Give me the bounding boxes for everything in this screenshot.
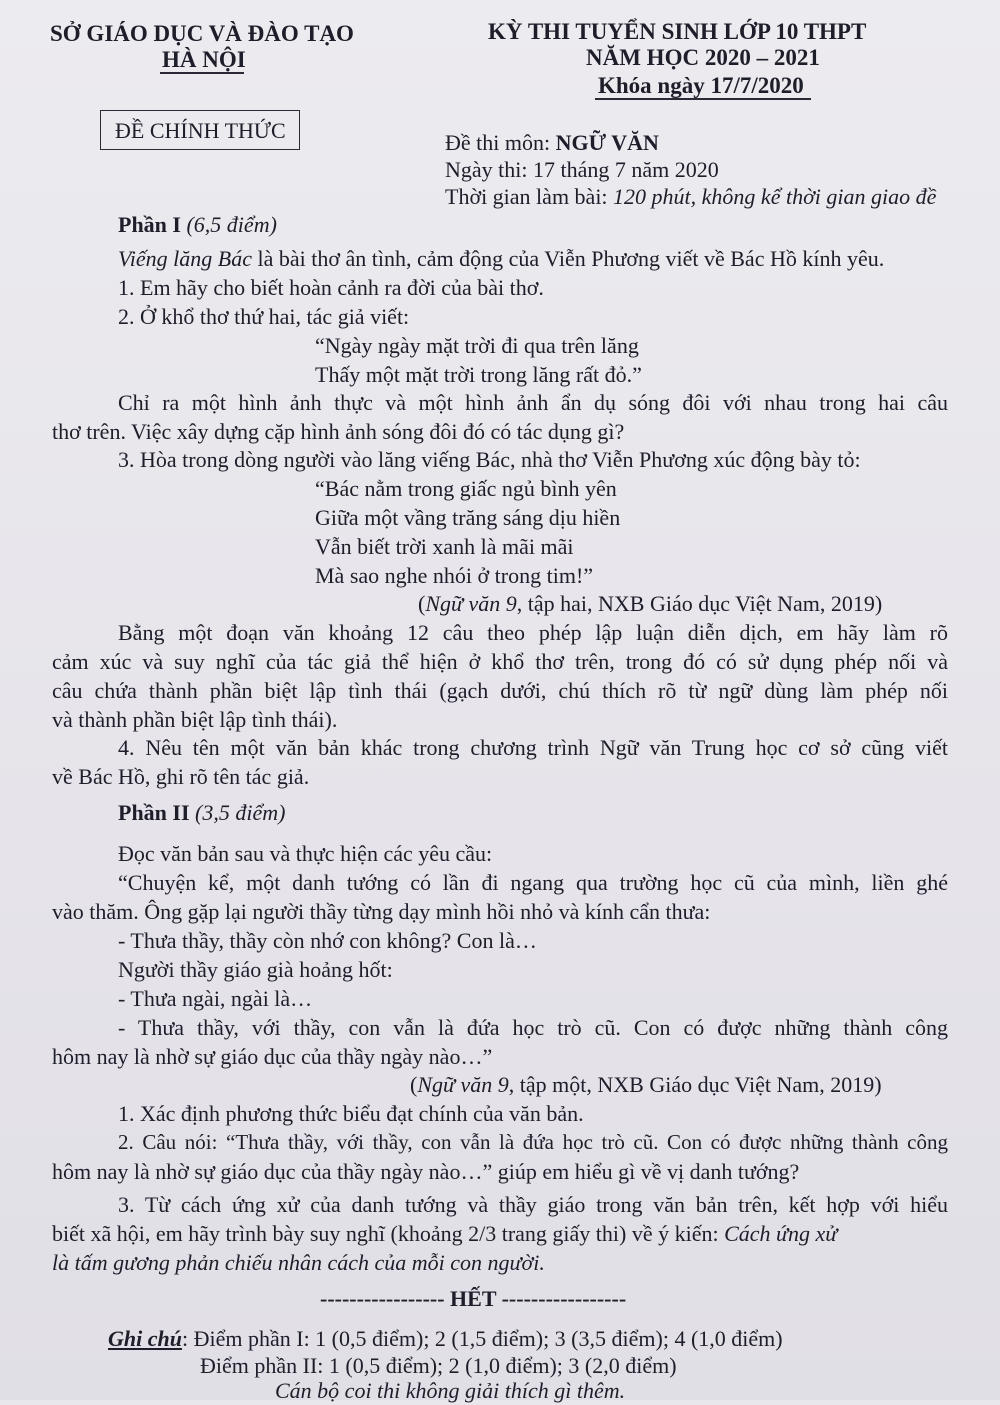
part2-q2-1: 2. Câu nói: “Thưa thầy, với thầy, con vẫn là đứa học trò cũ. Con có được những thành công: [118, 1130, 948, 1154]
part2-title: Phần II: [118, 800, 190, 825]
end-mark: ----------------- HẾT -----------------: [320, 1286, 627, 1311]
part1-q1: 1. Em hãy cho biết hoàn cảnh ra đời của bài thơ.: [118, 275, 544, 300]
notes-line3: Cán bộ coi thi không giải thích gì thêm.: [275, 1378, 626, 1403]
time-value: 120 phút, không kể thời gian giao đề: [613, 184, 937, 209]
subject-label: Đề thi môn:: [445, 130, 556, 155]
part1-source: [418, 589, 882, 618]
part1-q2-text-2: thơ trên. Việc xây dựng cặp hình ảnh sóng đôi đó có tác dụng gì?: [52, 419, 625, 444]
part2-q1: 1. Xác định phương thức biểu đạt chính của văn bản.: [118, 1101, 584, 1126]
part1-source-book: Ngữ văn 9: [425, 591, 517, 616]
time-line: [445, 182, 936, 211]
part1-heading: [118, 210, 277, 239]
part2-q3-2: [52, 1219, 837, 1248]
part1-q4-1: 4. Nêu tên một văn bản khác trong chương trình Ngữ văn Trung học cơ sở cũng viết: [118, 735, 948, 760]
official-exam-label: ĐỀ CHÍNH THỨC: [115, 118, 286, 143]
poem2-line1: “Bác nằm trong giấc ngủ bình yên: [315, 476, 617, 501]
subject-name: NGỮ VĂN: [555, 130, 659, 155]
poem2-line3: Vẫn biết trời xanh là mãi mãi: [315, 534, 574, 559]
date-underline: [595, 98, 811, 100]
part1-q2: 2. Ở khổ thơ thứ hai, tác giả viết:: [118, 304, 410, 329]
part1-intro: [118, 244, 884, 273]
part1-q3-text-1: Bằng một đoạn văn khoảng 12 câu theo phép lập luận diễn dịch, em hãy làm rõ: [118, 620, 948, 645]
part1-points: (6,5 điểm): [186, 212, 277, 237]
part1-q4-2: về Bác Hồ, ghi rõ tên tác giả.: [52, 764, 310, 789]
part1-title: Phần I: [118, 212, 181, 237]
part2-q2-2: hôm nay là nhờ sự giáo dục của thầy ngày nào…” giúp em hiểu gì về vị danh tướng?: [52, 1159, 800, 1184]
part2-heading: [118, 798, 285, 827]
passage-line6: - Thưa thầy, với thầy, con vẫn là đứa học trò cũ. Con có được những thành công: [118, 1015, 948, 1040]
part2-points: (3,5 điểm): [195, 800, 286, 825]
school-year: NĂM HỌC 2020 – 2021: [586, 45, 820, 70]
department-city: HÀ NỘI: [162, 47, 246, 72]
part1-q2-text-1: Chỉ ra một hình ảnh thực và một hình ảnh ẩn dụ sóng đôi với nhau trong hai câu: [118, 390, 948, 415]
passage-line3: - Thưa thầy, thầy còn nhớ con không? Con là…: [118, 928, 537, 953]
part2-source: [410, 1070, 882, 1099]
part2-q3-3: là tấm gương phản chiếu nhân cách của mỗi con người.: [52, 1250, 545, 1275]
poem2-line4: Mà sao nghe nhói ở trong tim!”: [315, 563, 594, 588]
passage-line5: - Thưa ngài, ngài là…: [118, 986, 313, 1011]
part1-intro-text: là bài thơ ân tình, cảm động của Viễn Phương viết về Bác Hồ kính yêu.: [252, 246, 885, 271]
part1-q3-text-3: câu chứa thành phần biệt lập tình thái (gạch dưới, chú thích rõ từ ngữ dùng làm phép nối: [52, 678, 948, 703]
passage-line7: hôm nay là nhờ sự giáo dục của thầy ngày nào…”: [52, 1044, 493, 1069]
poem2-line2: Giữa một vầng trăng sáng dịu hiền: [315, 505, 621, 530]
part1-q3: 3. Hòa trong dòng người vào lăng viếng Bác, nhà thơ Viễn Phương xúc động bày tỏ:: [118, 447, 861, 472]
poem1-line1: “Ngày ngày mặt trời đi qua trên lăng: [315, 333, 639, 358]
subject-line: [445, 128, 659, 157]
part2-source-book: Ngữ văn 9: [417, 1072, 509, 1097]
passage-line1: “Chuyện kể, một danh tướng có lần đi ngang qua trường học cũ của mình, liền ghé: [118, 870, 948, 895]
poem1-line2: Thấy một mặt trời trong lăng rất đỏ.”: [315, 362, 642, 387]
notes-label: Ghi chú: [108, 1326, 182, 1351]
part2-q3-2-italic: Cách ứng xử: [724, 1221, 838, 1246]
part1-q3-text-4: và thành phần biệt lập tình thái).: [52, 707, 338, 732]
part2-instruction: Đọc văn bản sau và thực hiện các yêu cầu:: [118, 841, 493, 866]
exam-date-header: Khóa ngày 17/7/2020: [598, 73, 804, 98]
passage-line4: Người thầy giáo già hoảng hốt:: [118, 957, 393, 982]
notes-line2: Điểm phần II: 1 (0,5 điểm); 2 (1,0 điểm); 3 (2,0 điểm): [200, 1353, 677, 1378]
time-label: Thời gian làm bài:: [445, 184, 614, 209]
part2-source-rest: , tập một, NXB Giáo dục Việt Nam, 2019): [508, 1072, 882, 1097]
poem-title: Viếng lăng Bác: [118, 246, 252, 271]
notes-line1: [108, 1324, 783, 1353]
part2-q3-1: 3. Từ cách ứng xử của danh tướng và thầy giáo trong văn bản trên, kết hợp với hiểu: [118, 1192, 948, 1217]
part2-q3-2-plain: biết xã hội, em hãy trình bày suy nghĩ (khoảng 2/3 trang giấy thi) về ý kiến:: [52, 1221, 725, 1246]
department-name: SỞ GIÁO DỤC VÀ ĐÀO TẠO: [50, 21, 354, 46]
exam-date: Ngày thi: 17 tháng 7 năm 2020: [445, 157, 719, 182]
part1-q3-text-2: cảm xúc và suy nghĩ của tác giả thể hiện ở khổ thơ trên, trong đó có sử dụng phép nối và: [52, 649, 948, 674]
passage-line2: vào thăm. Ông gặp lại người thầy từng dạy mình hồi nhỏ và kính cẩn thưa:: [52, 899, 711, 924]
city-underline: [160, 72, 244, 74]
part1-source-rest: , tập hai, NXB Giáo dục Việt Nam, 2019): [516, 591, 883, 616]
exam-name: KỲ THI TUYỂN SINH LỚP 10 THPT: [488, 19, 867, 44]
part1-source-open: (: [418, 591, 426, 616]
notes-part1: : Điểm phần I: 1 (0,5 điểm); 2 (1,5 điểm); 3 (3,5 điểm); 4 (1,0 điểm): [181, 1326, 783, 1351]
part2-source-open: (: [410, 1072, 418, 1097]
